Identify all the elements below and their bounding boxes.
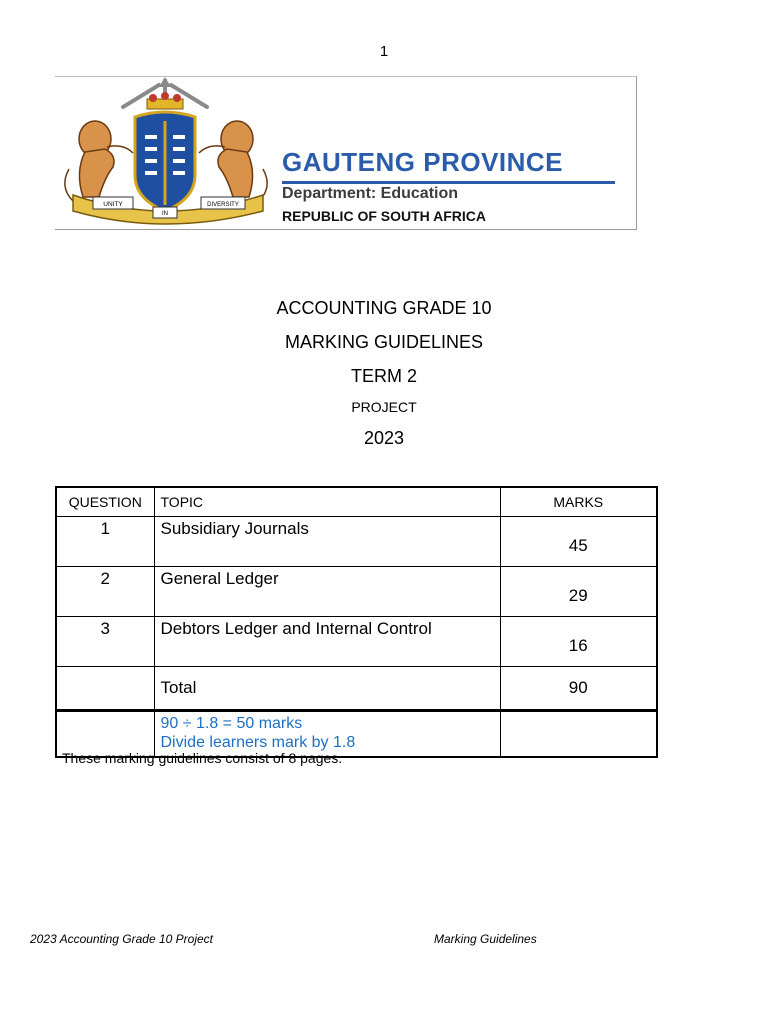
question-marks: 45 — [500, 517, 657, 567]
question-topic: General Ledger — [154, 567, 500, 617]
coat-of-arms-icon — [55, 77, 280, 229]
province-divider — [282, 181, 615, 184]
question-number: 2 — [56, 567, 154, 617]
question-marks: 29 — [500, 567, 657, 617]
footer-right-text: Marking Guidelines — [434, 932, 537, 946]
note-marks-cell — [500, 711, 657, 758]
title-year: 2023 — [363, 428, 405, 448]
question-number: 3 — [56, 617, 154, 667]
page-number: 1 — [379, 43, 389, 60]
title-subject: ACCOUNTING GRADE 10 — [276, 298, 492, 318]
title-type: PROJECT — [351, 399, 417, 415]
conversion-instruction: Divide learners mark by 1.8 — [160, 734, 356, 751]
question-number: 1 — [56, 517, 154, 567]
question-topic: Debtors Ledger and Internal Control — [154, 617, 500, 667]
title-document: MARKING GUIDELINES — [284, 332, 484, 352]
table-header-row — [56, 487, 657, 517]
total-label: Total — [154, 667, 500, 711]
total-row — [56, 667, 657, 711]
title-term: TERM 2 — [350, 366, 417, 386]
footer-left-text: 2023 Accounting Grade 10 Project — [30, 932, 214, 946]
total-marks: 90 — [500, 667, 657, 711]
marks-table — [55, 486, 658, 758]
header-topic: TOPIC — [154, 487, 500, 517]
question-marks: 16 — [500, 617, 657, 667]
total-empty-cell — [56, 667, 154, 711]
header-banner — [55, 76, 637, 230]
republic-name: REPUBLIC OF SOUTH AFRICA — [282, 208, 487, 224]
header-marks: MARKS — [500, 487, 657, 517]
table-row — [56, 567, 657, 617]
pages-count-note: These marking guidelines consist of 8 pages. — [62, 750, 343, 766]
table-row — [56, 517, 657, 567]
province-name: GAUTENG PROVINCE — [282, 147, 564, 177]
department-name: Department: Education — [282, 185, 459, 202]
svg-text:IN: IN — [162, 211, 168, 217]
question-topic: Subsidiary Journals — [154, 517, 500, 567]
header-question: QUESTION — [56, 487, 154, 517]
svg-text:DIVERSITY: DIVERSITY — [207, 202, 239, 208]
conversion-formula: 90 ÷ 1.8 = 50 marks — [160, 715, 303, 732]
table-row — [56, 617, 657, 667]
svg-text:UNITY: UNITY — [103, 201, 123, 208]
